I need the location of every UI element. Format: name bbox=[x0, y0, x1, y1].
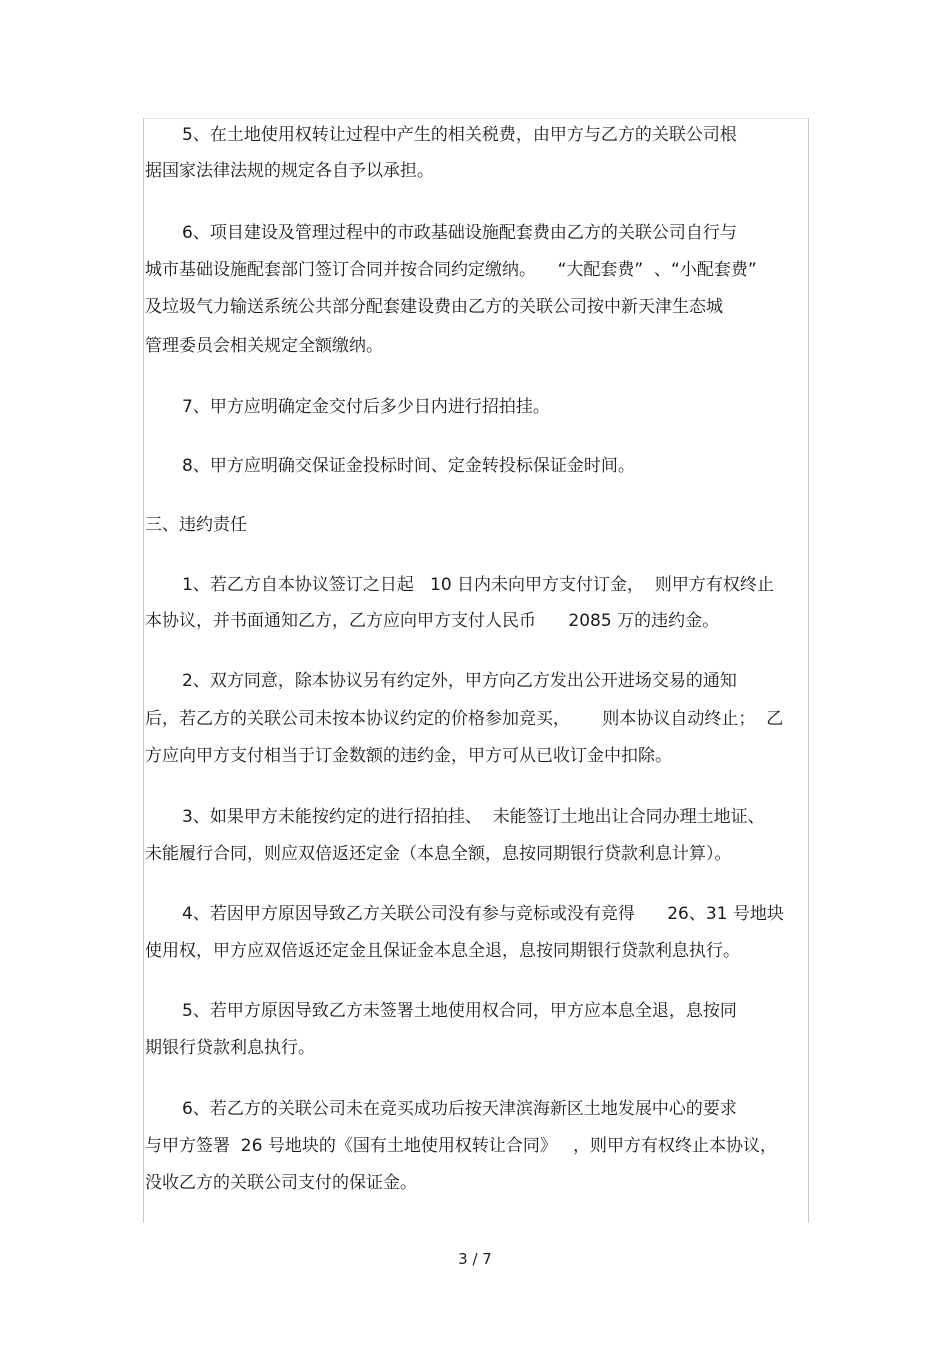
text-line: 方应向甲方支付相当于订金数额的违约金，甲方可从已收订金中扣除。 bbox=[145, 746, 672, 766]
text-line: 城市基础设施配套部门签订合同并按合同约定缴纳。 “大配套费” 、“小配套费” bbox=[145, 260, 757, 280]
text-line: 本协议，并书面通知乙方，乙方应向甲方支付人民币 2085 万的违约金。 bbox=[145, 611, 720, 631]
text-line: 及垃圾气力输送系统公共部分配套建设费由乙方的关联公司按中新天津生态城 bbox=[145, 297, 723, 317]
text-line: 2、双方同意，除本协议另有约定外，甲方向乙方发出公开进场交易的通知 bbox=[182, 671, 737, 691]
text-line: 使用权，甲方应双倍返还定金且保证金本息全退，息按同期银行贷款利息执行。 bbox=[145, 941, 740, 961]
page-number: 3 / 7 bbox=[458, 1250, 492, 1268]
text-line: 7、甲方应明确定金交付后多少日内进行招拍挂。 bbox=[182, 397, 550, 417]
text-line: 没收乙方的关联公司支付的保证金。 bbox=[145, 1173, 417, 1193]
text-line: 5、在土地使用权转让过程中产生的相关税费，由甲方与乙方的关联公司根 bbox=[182, 125, 737, 145]
text-line: 后，若乙方的关联公司未按本协议约定的价格参加竞买， 则本协议自动终止； 乙 bbox=[145, 709, 784, 729]
text-line: 据国家法律法规的规定各自予以承担。 bbox=[145, 161, 434, 181]
text-line: 与甲方签署 26 号地块的《国有土地使用权转让合同》 ，则甲方有权终止本协议， bbox=[145, 1136, 778, 1156]
text-line: 6、若乙方的关联公司未在竞买成功后按天津滨海新区土地发展中心的要求 bbox=[182, 1099, 737, 1119]
text-line: 6、项目建设及管理过程中的市政基础设施配套费由乙方的关联公司自行与 bbox=[182, 223, 737, 243]
text-line: 管理委员会相关规定全额缴纳。 bbox=[145, 336, 383, 356]
text-line: 未能履行合同，则应双倍返还定金（本息全额，息按同期银行贷款利息计算）。 bbox=[145, 844, 732, 864]
text-line: 期银行贷款利息执行。 bbox=[145, 1038, 315, 1058]
text-line: 8、甲方应明确交保证金投标时间、定金转投标保证金时间。 bbox=[182, 456, 635, 476]
text-line: 3、如果甲方未能按约定的进行招拍挂、 未能签订土地出让合同办理土地证、 bbox=[182, 807, 765, 827]
section-heading: 三、违约责任 bbox=[145, 515, 247, 535]
text-line: 1、若乙方自本协议签订之日起 10 日内未向甲方支付订金， 则甲方有权终止 bbox=[182, 575, 774, 595]
text-line: 4、若因甲方原因导致乙方关联公司没有参与竞标或没有竞得 26、31 号地块 bbox=[182, 904, 784, 924]
text-line: 5、若甲方原因导致乙方未签署土地使用权合同，甲方应本息全退，息按同 bbox=[182, 1001, 737, 1021]
